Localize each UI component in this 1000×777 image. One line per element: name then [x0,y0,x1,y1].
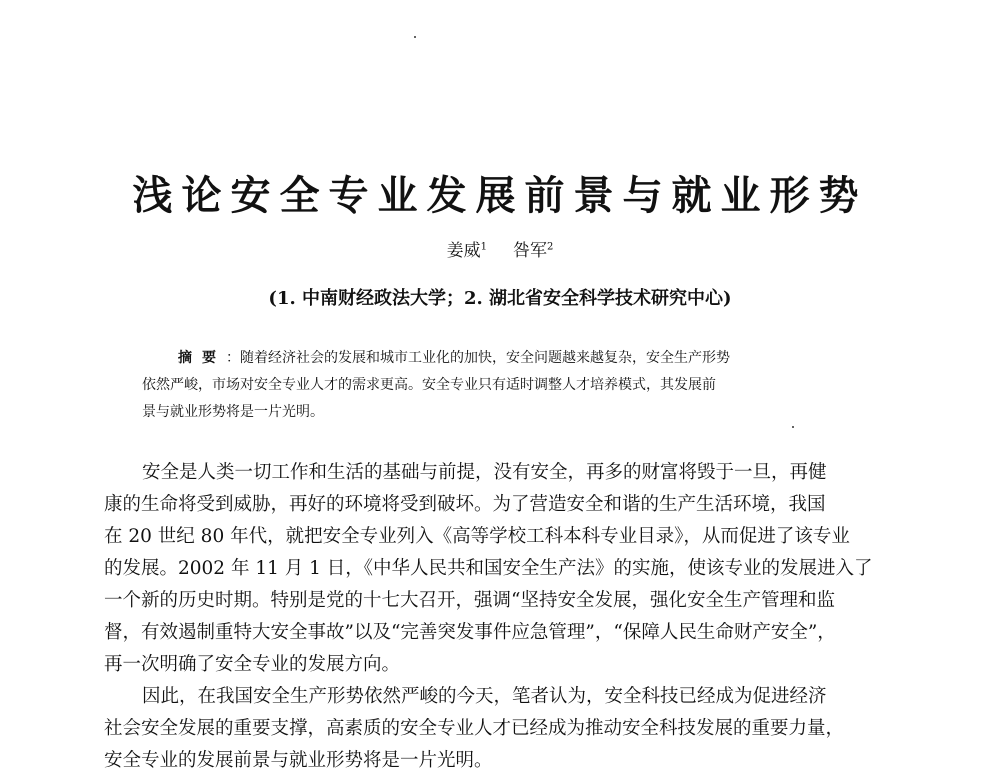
affiliations: (1. 中南财经政法大学；2. 湖北省安全科学技术研究中心) [268,288,732,309]
paragraph-1-line: 安全是人类一切工作和生活的基础与前提，没有安全，再多的财富将毁于一旦，再健 [142,462,827,483]
abstract-line [142,345,862,372]
author-1-affil-mark: 1 [480,241,487,253]
abstract [142,345,862,426]
author-1-name: 姜威 [446,241,481,261]
body-text [104,457,914,777]
abstract-text: ：随着经济社会的发展和城市工业化的加快，安全问题越来越复杂，安全生产形势 [226,350,730,366]
paragraph-1-line: 一个新的历史时期。特别是党的十七大召开，强调“坚持安全发展，强化安全生产管理和监 [104,590,835,611]
abstract-line: 依然严峻，市场对安全专业人才的需求更高。安全专业只有适时调整人才培养模式，其发展前 [142,377,716,393]
paragraph-1-line: 的发展。2002 年 11 月 1 日，《中华人民共和国安全生产法》的实施，使该专业的发展进入了 [104,558,873,579]
abstract-line: 景与就业形势将是一片光明。 [142,404,324,420]
paragraph-1-line: 再一次明确了安全专业的发展方向。 [104,654,401,675]
author-2-name: 咎军 [513,241,547,261]
scan-speck [414,36,416,38]
author-2 [513,238,553,264]
paragraph-2-line: 因此，在我国安全生产形势依然严峻的今天，笔者认为，安全科技已经成为促进经济 [142,686,827,707]
paper-title: 浅论安全专业发展前景与就业形势 [132,172,868,219]
paragraph-1-line: 康的生命将受到威胁，再好的环境将受到破坏。为了营造安全和谐的生产生活环境，我国 [104,494,826,515]
author-1 [447,238,487,264]
paragraph-1-line: 在 20 世纪 80 年代，就把安全专业列入《高等学校工科本科专业目录》，从而促进了该专业 [104,526,850,547]
paragraph-2-line: 安全专业的发展前景与就业形势将是一片光明。 [104,750,493,771]
paragraph-1-line: 督，有效遏制重特大安全事故”以及“完善突发事件应急管理”，“保障人民生命财产安全”， [104,622,836,643]
author-2-affil-mark: 2 [547,241,554,253]
abstract-label: 摘要 [178,350,226,366]
paragraph-2-line: 社会安全发展的重要支撑，高素质的安全专业人才已经成为推动安全科技发展的重要力量， [104,718,845,739]
scan-speck [792,426,794,428]
author-line [0,238,1000,264]
